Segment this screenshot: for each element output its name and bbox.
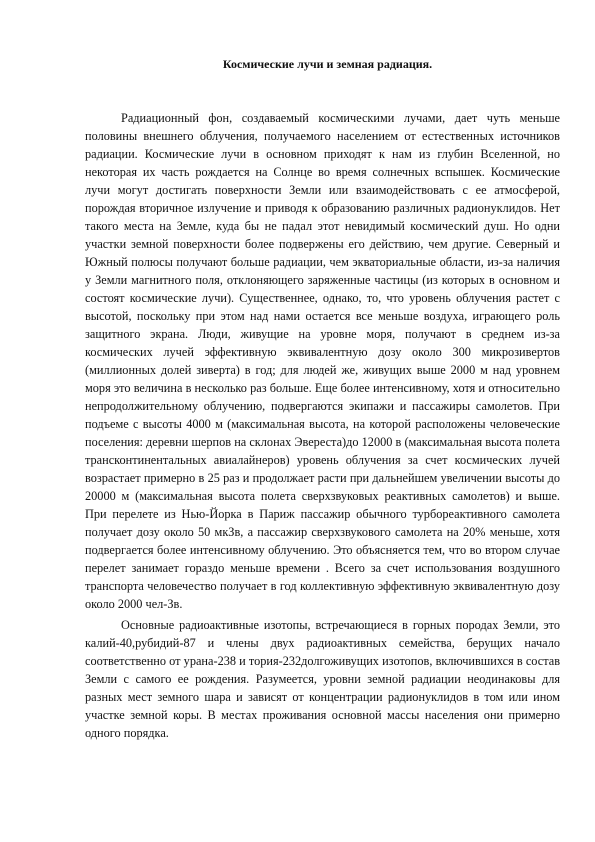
paragraph-terrestrial-radiation: Основные радиоактивные изотопы, встречающиеся в горных породах Земли, это калий-40,рубидий-87 и члены двух радиоактивных семейства, берущих начало соответственно от урана-238 и тория-232долгоживущих изотопов, включившихся в состав Земли с самого ее рождения. Разумеется, уровни земной радиации неодинаковы для разных мест земного шара и зависят от концентрации радионуклидов в том или ином участке земной коры. В местах проживания основной массы населения они примерно одного порядка.: [85, 618, 560, 740]
page-title: Космические лучи и земная радиация.: [222, 57, 433, 71]
paragraph-cosmic-rays: Радиационный фон, создаваемый космическими лучами, дает чуть меньше половины внешнего облучения, получаемого населением от естественных источников радиации. Космические лучи в основном приходят к нам из глубин Вселенной, но некоторая их часть рождается на Солнце во время солнечных вспышек. Космические лучи могут достигать поверхности Земли или взаимодействовать с ее атмосферой, порождая вторичное излучение и приводя к образованию различных радионуклидов. Нет такого места на Земле, куда бы не падал этот невидимый космический душ. Но одни участки земной поверхности более подвержены его действию, чем другие. Северный и Южный полюсы получают больше радиации, чем экваториальные области, из-за наличия у Земли магнитного поля, отклоняющего заряженные частицы (из которых в основном и состоят космические лучи). Существеннее, однако, то, что уровень облучения растет с высотой, поскольку при этом над нами остается все меньше воздуха, играющего роль защитного экрана. Люди, живущие на уровне моря, получают в среднем из-за космических лучей эффективную эквивалентную дозу около 300 микрозивертов (миллионных долей зиверта) в год; для людей же, живущих выше 2000 м над уровнем моря это величина в несколько раз больше. Еще более интенсивному, хотя и относительно непродолжительному облучению, подвергаются экипажи и пассажиры самолетов. При подъеме с высоты 4000 м (максимальная высота, на которой расположены человеческие поселения: деревни шерпов на склонах Эвереста)до 12000 в (максимальная высота полета трансконтинентальных авиалайнеров) уровень облучения за счет космических лучей возрастает примерно в 25 раз и продолжает расти при дальнейшем увеличении высоты до 20000 м (максимальная высота полета сверхзвуковых реактивных самолетов) и выше. При перелете из Нью-Йорка в Париж пассажир обычного турбореактивного самолета получает дозу около 50 мкЗв, а пассажир сверхзвукового самолета на 20% меньше, хотя подвергается более интенсивному облучению. Это объясняется тем, что во втором случае перелет занимает гораздо меньше времени . Всего за счет использования воздушного транспорта человечество получает в год коллективную эффективную эквивалентную дозу около 2000 чел-Зв.: [85, 111, 560, 611]
